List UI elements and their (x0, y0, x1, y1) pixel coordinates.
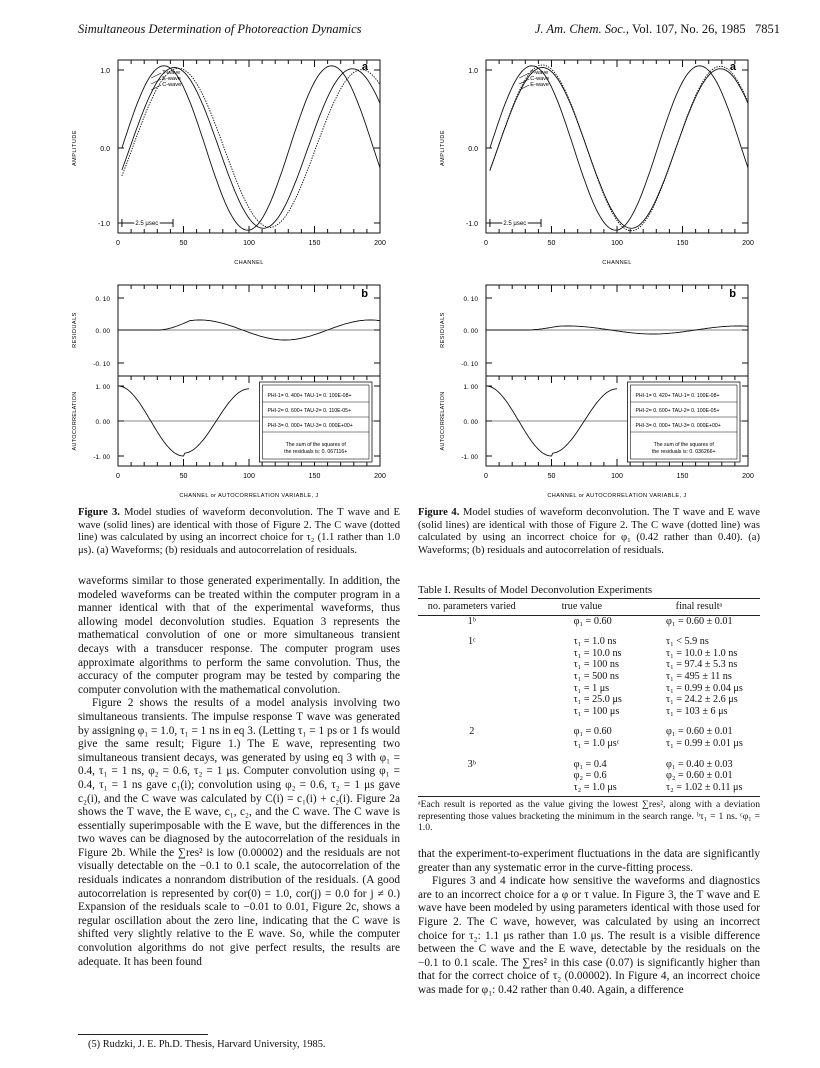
t-wave-line (122, 66, 380, 230)
table-cell-final-result: τ₁ = 0.99 ± 0.04 μs (666, 682, 743, 694)
x-axis-label: CHANNEL (602, 260, 632, 266)
table-cell-final-result: τ₁ = 495 ± 11 ns (666, 670, 732, 682)
residuals-frame (118, 285, 380, 376)
y-tick-label: -0. 10 (461, 361, 478, 368)
table-row (418, 683, 760, 695)
table-cell-true-value: τ₁ = 100 μs (573, 705, 620, 717)
journal-name: J. Am. Chem. Soc., (534, 22, 630, 36)
table-cell-true-value: τ₁ = 500 ns (573, 670, 619, 682)
table-cell-group (418, 671, 526, 683)
t-wave-line (490, 66, 748, 230)
table-cell-group (418, 648, 526, 660)
table-cell-true-value: φ₁ = 0.60 (573, 726, 612, 738)
x-axis-label: CHANNEL or AUTOCORRELATION VARIABLE, J (179, 493, 319, 499)
panel-label: b (361, 288, 368, 300)
y-tick-label: 0. 00 (463, 419, 478, 426)
x-tick-label: 100 (611, 240, 623, 247)
legend-entry: T-wave (162, 70, 181, 76)
table-cell-true-value: τ₁ = 25.0 μs (573, 694, 622, 706)
table-cell-true-value: τ₁ = 100 ns (573, 659, 619, 671)
table-row (418, 648, 760, 660)
x-axis-label: CHANNEL or AUTOCORRELATION VARIABLE, J (547, 493, 687, 499)
sum-squares-value: the residuals is: 0. 067116+ (284, 449, 348, 455)
table-cell-true-value: τ₁ = 1 μs (573, 682, 610, 694)
table-row (418, 694, 760, 706)
table-cell-final-result: τ₁ = 24.2 ± 2.6 μs (666, 694, 738, 706)
y-tick-label: -1. 00 (93, 454, 110, 461)
y-tick-label: -1.0 (97, 221, 110, 228)
table-cell-true-value: τ₁ = 10.0 ns (573, 647, 622, 659)
y-tick-label: 0.0 (100, 146, 110, 153)
journal-volume: Vol. 107, No. 26, 1985 (631, 22, 746, 36)
parameter-line: PHI-1= 0. 400+ TAU-1= 0. 100E-08+ (267, 393, 352, 399)
table-cell-final-result: τ₁ = 10.0 ± 1.0 ns (666, 647, 738, 659)
x-tick-label: 0 (116, 240, 120, 247)
x-tick-label: 150 (308, 240, 321, 247)
y-tick-label: 1.0 (100, 68, 110, 75)
column-header: final resultᵃ (638, 599, 760, 616)
paragraph: Figure 2 shows the results of a model analysis involving two simultaneous transients. The impulse response T wave was generated by assigning φ₁ = 1.0, τ₁ = 1 ns in eq 3. (Letting τ₁ = 1 ps or 1 fs would give the same result; Figure 1.) The E wave, representing two simultaneous transient decays, was generated by using eq 3 with φ₁ = 0.4, τ₁ = 1 ns, φ₂ = 0.6, τ₂ = 1 μs. Computer convolution using φ₁ = 0.4, τ₁ = 1 ns gave c₁(i); convolution using φ₂ = 0.6, τ₂ = 1 μs gave c₂(i), and the C wave was calculated by C(i) = c₁(i) + c₂(i). Figure 2a shows the T wave, the E wave, c₁, c₂, and the C wave. The C wave is essentially superimposable with the E wave, but the differences in the two waves can be diagnosed by the autocorrelation of the residuals in Figure 2b. While the ∑res² is low (0.00002) and the residuals are not visually detectable on the −0.1 to 0.1 scale, the autocorrelation of the residuals indicates a nonrandom distribution of the residuals. (A good autocorrelation is represented by cor(0) = 1.0, cor(j) = 0.0 for j ≠ 0.) Expansion of the residuals scale to −0.01 to 0.01, Figure 2c, shows a regular oscillation about the zero line, indicating that the C wave is shifted very slightly relative to the E wave. So, while the computer convolution algorithms do not give perfect results, the results are adequate. It has been found (78, 697, 400, 968)
table-cell-final-result: φ₁ = 0.40 ± 0.03 (666, 758, 733, 770)
y-axis-label: AUTOCORRELATION (72, 391, 78, 451)
legend-pointer (151, 85, 161, 90)
c-wave-line (490, 65, 748, 231)
table-cell-group (418, 706, 526, 718)
y-tick-label: -1.0 (465, 221, 478, 228)
table-cell-group (418, 770, 526, 782)
e-wave-line (122, 68, 380, 229)
x-tick-label: 200 (374, 240, 386, 247)
table-cell-group (418, 738, 526, 750)
x-tick-label: 50 (179, 240, 188, 247)
table-row (418, 659, 760, 671)
residuals-frame (486, 285, 748, 376)
results-table (418, 598, 760, 796)
y-tick-label: 0.0 (468, 146, 478, 153)
parameter-line: PHI-1= 0. 420+ TAU-1= 0. 100E-08+ (635, 393, 720, 399)
y-tick-label: 0. 00 (95, 328, 110, 335)
x-tick-label: 150 (676, 473, 689, 480)
table-cell-group (418, 782, 526, 797)
x-tick-label: 50 (547, 240, 556, 247)
column-header: no. parameters varied (418, 599, 526, 616)
table-row (418, 782, 760, 797)
table-cell-final-result: τ₁ = 97.4 ± 5.3 ns (666, 659, 738, 671)
panel-label: a (361, 61, 368, 73)
legend-entry: E-wave (162, 76, 181, 82)
parameter-line: PHI-3= 0. 000+ TAU-3= 0. 000E+00+ (635, 423, 721, 429)
running-header-title: Simultaneous Determination of Photoreaction Dynamics (78, 22, 362, 36)
x-axis-label: CHANNEL (234, 260, 264, 266)
y-tick-label: 1.0 (468, 68, 478, 75)
table-row (418, 671, 760, 683)
y-tick-label: -1. 00 (461, 454, 478, 461)
c-wave-line (122, 68, 380, 227)
figure-3-caption (78, 507, 400, 557)
footnote-rule (78, 1034, 208, 1035)
y-axis-label: AMPLITUDE (440, 130, 446, 166)
scale-bar-label: 2.5 μsec (135, 221, 159, 227)
x-tick-label: 100 (243, 240, 255, 247)
table-cell-group (418, 694, 526, 706)
table-row (418, 615, 760, 627)
table-footnote: ᵃEach result is reported as the value giving the lowest ∑res², along with a deviation representing those values bracketing the minimum in the search range. ᵇτ₁ = 1 ns. ᶜφ₁ = 1.0. (418, 796, 760, 833)
table-row (418, 717, 760, 738)
right-column-text (418, 848, 760, 998)
footnote: (5) Rudzki, J. E. Ph.D. Thesis, Harvard University, 1985. (88, 1039, 326, 1050)
paragraph: Figures 3 and 4 indicate how sensitive the waveforms and diagnostics are to an incorrect choice for a φ or τ value. In Figure 3, the T wave and E wave have been modeled by using parameters identical with those used for Figure 2. The C wave, however, was calculated by using an incorrect choice for τ₂: 1.1 μs rather than 1.0 μs. The result is a visible difference between the C wave and the E wave, detectable by the residuals on the −0.1 to 0.1 scale. The ∑res² in this case (0.07) is significantly higher than that for the correct choice of τ₂ (0.00002). In Figure 4, an incorrect choice was made for φ₁: 0.42 rather than 0.40. Again, a difference (418, 875, 760, 996)
y-tick-label: 1. 00 (463, 384, 478, 391)
table-title: Table I. Results of Model Deconvolution Experiments (418, 584, 653, 596)
x-tick-label: 100 (611, 473, 623, 480)
x-tick-label: 200 (742, 473, 754, 480)
x-tick-label: 150 (676, 240, 689, 247)
table-cell-true-value: φ₁ = 0.60 (573, 615, 612, 627)
table-cell-group (418, 659, 526, 671)
table-cell-group (418, 683, 526, 695)
x-tick-label: 150 (308, 473, 321, 480)
parameter-line: PHI-3= 0. 000+ TAU-3= 0. 000E+00+ (267, 423, 353, 429)
y-tick-label: 0. 10 (463, 296, 478, 303)
table-row (418, 770, 760, 782)
table-cell-final-result: φ₁ = 0.60 ± 0.01 (666, 726, 733, 738)
table-cell-final-result: τ₁ = 103 ± 6 μs (666, 705, 728, 717)
y-axis-label: AMPLITUDE (72, 130, 78, 166)
table-cell-final-result: τ₂ = 1.02 ± 0.11 μs (666, 781, 743, 793)
legend-entry: E-wave (530, 82, 549, 88)
y-tick-label: -0. 10 (93, 361, 110, 368)
table-row (418, 738, 760, 750)
y-axis-label: AUTOCORRELATION (440, 391, 446, 451)
table-cell-true-value: τ₁ = 1.0 ns (573, 636, 617, 648)
figure-4-caption-text: Model studies of waveform deconvolution. The T wave and E wave (solid lines) are identical with those of Figure 2. The C wave (dotted line) was calculated by using an incorrect choice for φ₁ (0.42 rather than 0.40). (a) Waveforms; (b) residuals and autocorrelation of residuals. (418, 507, 760, 556)
y-tick-label: 0. 10 (95, 296, 110, 303)
x-tick-label: 50 (547, 473, 556, 480)
y-axis-label: RESIDUALS (72, 312, 78, 348)
column-header: true value (526, 599, 638, 616)
y-axis-label: RESIDUALS (440, 312, 446, 348)
paragraph: that the experiment-to-experiment fluctuations in the data are significantly greater than any systematic error in the curve-fitting process. (418, 848, 760, 874)
paragraph: waveforms similar to those generated experimentally. In addition, the modeled waveforms can be treated within the computer program in a manner identical with that of the experimental waveforms, thus allowing model deconvolution studies. Equation 3 represents the mathematical convolution of one or more simultaneous transient decays with a transducer response. The computer program uses approximate algorithms to perform the same convolution. Thus, the accuracy of the computer program may be tested by comparing the computer convolution with the mathematical convolution. (78, 575, 400, 696)
x-tick-label: 0 (116, 473, 120, 480)
figure-3-caption-text: Model studies of waveform deconvolution. The T wave and E wave (solid lines) are identical with those of Figure 2. The C wave (dotted line) was calculated by using an incorrect choice for τ₂ (1.1 rather than 1.0 μs). (a) Waveforms; (b) residuals and autocorrelation of residuals. (78, 507, 400, 556)
scale-bar-label: 2.5 μsec (503, 221, 527, 227)
x-tick-label: 200 (374, 473, 386, 480)
table-cell-group: 1ᵇ (467, 615, 476, 627)
y-tick-label: 0. 00 (463, 328, 478, 335)
table-cell-group: 2 (469, 726, 475, 738)
sum-squares-label: The sum of the squares of (285, 442, 346, 448)
y-tick-label: 1. 00 (95, 384, 110, 391)
panel-label: a (729, 61, 736, 73)
figure-4 (428, 48, 768, 503)
x-tick-label: 50 (179, 473, 188, 480)
figure-4-caption (418, 507, 760, 557)
table-cell-true-value: φ₂ = 0.6 (573, 770, 607, 782)
table-row (418, 627, 760, 648)
figure-3 (60, 48, 400, 503)
figure-3-caption-label: Figure 3. (78, 507, 120, 518)
sum-squares-value: the residuals is: 0. 036266+ (651, 449, 716, 455)
legend-entry: T-wave (530, 70, 549, 76)
table-cell-group: 1ᶜ (467, 636, 476, 648)
table-cell-final-result: τ₁ = 0.99 ± 0.01 μs (666, 737, 743, 749)
x-tick-label: 0 (484, 473, 488, 480)
x-tick-label: 200 (742, 240, 754, 247)
panel-label: b (729, 288, 736, 300)
table-row (418, 706, 760, 718)
table-cell-true-value: τ₂ = 1.0 μs (573, 781, 617, 793)
y-tick-label: 0. 00 (95, 419, 110, 426)
legend-entry: C-wave (530, 76, 550, 82)
table-cell-true-value: τ₁ = 1.0 μsᶜ (573, 737, 620, 749)
table-row (418, 750, 760, 771)
table-cell-final-result: τ₁ < 5.9 ns (666, 636, 709, 648)
legend-entry: C-wave (162, 82, 182, 88)
parameter-line: PHI-2= 0. 600+ TAU-2= 0. 110E-05+ (267, 408, 352, 414)
table-header-row (418, 599, 760, 616)
figure-4-caption-label: Figure 4. (418, 507, 460, 518)
left-column-text (78, 575, 400, 969)
table-cell-final-result: φ₂ = 0.60 ± 0.01 (666, 770, 733, 782)
parameter-line: PHI-2= 0. 600+ TAU-2= 0. 100E-05+ (635, 408, 720, 414)
table-cell-group: 3ᵇ (467, 758, 476, 770)
running-header-citation (535, 22, 780, 37)
x-tick-label: 100 (243, 473, 255, 480)
page-number: 7851 (755, 22, 780, 36)
panel-a-frame (486, 60, 748, 233)
e-wave-line (490, 68, 748, 229)
table-cell-final-result: φ₁ = 0.60 ± 0.01 (666, 615, 733, 627)
x-tick-label: 0 (484, 240, 488, 247)
table-1 (418, 584, 760, 833)
table-cell-true-value: φ₁ = 0.4 (573, 758, 607, 770)
sum-squares-label: The sum of the squares of (653, 442, 714, 448)
